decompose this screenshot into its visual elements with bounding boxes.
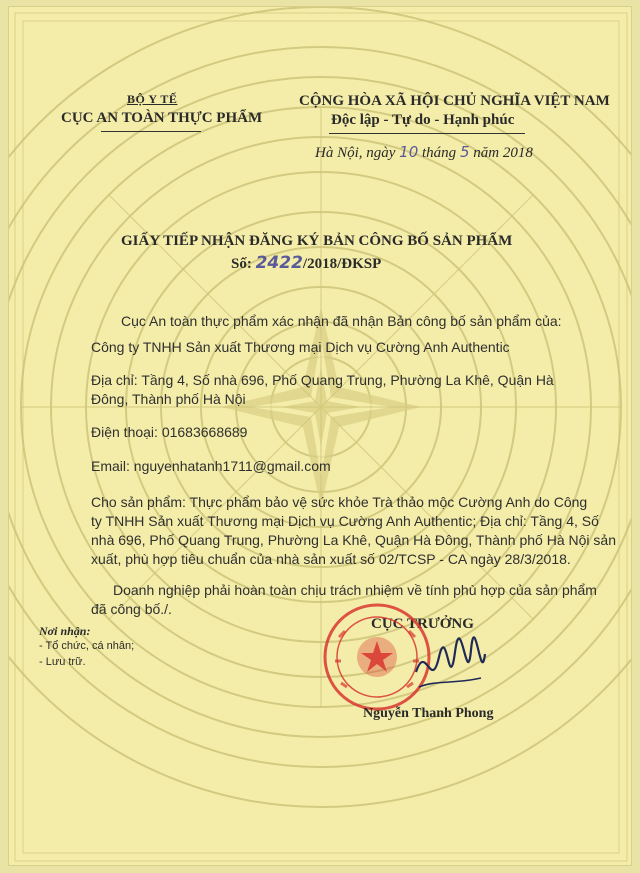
body-intro: Cục An toàn thực phẩm xác nhận đã nhận Bản công bố sản phẩm của: <box>121 313 562 329</box>
document-title: GIẤY TIẾP NHẬN ĐĂNG KÝ BẢN CÔNG BỐ SẢN PHẨM <box>121 233 513 249</box>
number-suffix: /2018/ĐKSP <box>302 256 382 272</box>
body-responsibility-line-1: Doanh nghiệp phải hoàn toàn chịu trách nhiệm về tính phù hợp của sản phẩm <box>113 582 597 598</box>
body-address-line-1: Địa chỉ: Tầng 4, Số nhà 696, Phố Quang Trung, Phường La Khê, Quận Hà <box>91 372 554 388</box>
document-number <box>231 253 381 273</box>
recipient-item: - Tổ chức, cá nhân; <box>39 640 135 652</box>
body-responsibility-line-2: đã công bố./. <box>91 601 172 617</box>
body-company: Công ty TNHH Sản xuất Thương mại Dịch vụ Cường Anh Authentic <box>91 339 510 355</box>
body-phone: Điện thoại: 01683668689 <box>91 424 248 440</box>
body-address-line-2: Đông, Thành phố Hà Nội <box>91 391 246 407</box>
body-product-line-3: nhà 696, Phố Quang Trung, Phường La Khê, Quận Hà Đông, Thành phố Hà Nội sản <box>91 532 616 548</box>
agency-underline <box>101 131 201 132</box>
body-product-line-2: ty TNHH Sản xuất Thương mại Dịch vụ Cường Anh Authentic; Địa chỉ: Tầng 4, Số <box>91 513 599 529</box>
handwritten-signature <box>411 632 491 704</box>
date-month-handwritten: 5 <box>459 143 470 161</box>
recipients-label: Nơi nhận: <box>39 624 91 638</box>
motto-underline <box>329 133 525 134</box>
date-month-label: tháng <box>422 145 457 161</box>
recipient-item: - Lưu trữ. <box>39 656 86 668</box>
national-motto: Độc lập - Tự do - Hạnh phúc <box>331 112 515 128</box>
body-product-line-1: Cho sản phẩm: Thực phẩm bảo vệ sức khỏe Trà thảo mộc Cường Anh do Công <box>91 494 588 510</box>
agency-name: CỤC AN TOÀN THỰC PHẨM <box>61 110 263 126</box>
body-product-line-4: xuất, phù hợp tiêu chuẩn của nhà sản xuất số 02/TCSP - CA ngày 28/3/2018. <box>91 551 571 567</box>
signer-position: CỤC TRƯỞNG <box>371 616 474 632</box>
body-email: Email: nguyenhatanh1711@gmail.com <box>91 458 331 474</box>
republic-name: CỘNG HÒA XÃ HỘI CHỦ NGHĨA VIỆT NAM <box>299 93 610 109</box>
ministry-name: BỘ Y TẾ <box>127 92 178 106</box>
date-day-handwritten: 10 <box>399 143 419 161</box>
document-page <box>8 6 632 866</box>
number-label: Số: <box>231 256 252 272</box>
signer-name: Nguyễn Thanh Phong <box>363 706 494 721</box>
date-year: năm 2018 <box>473 145 533 161</box>
issue-date <box>315 143 533 162</box>
date-prefix: Hà Nội, ngày <box>315 145 396 161</box>
number-handwritten: 2422 <box>255 253 303 273</box>
